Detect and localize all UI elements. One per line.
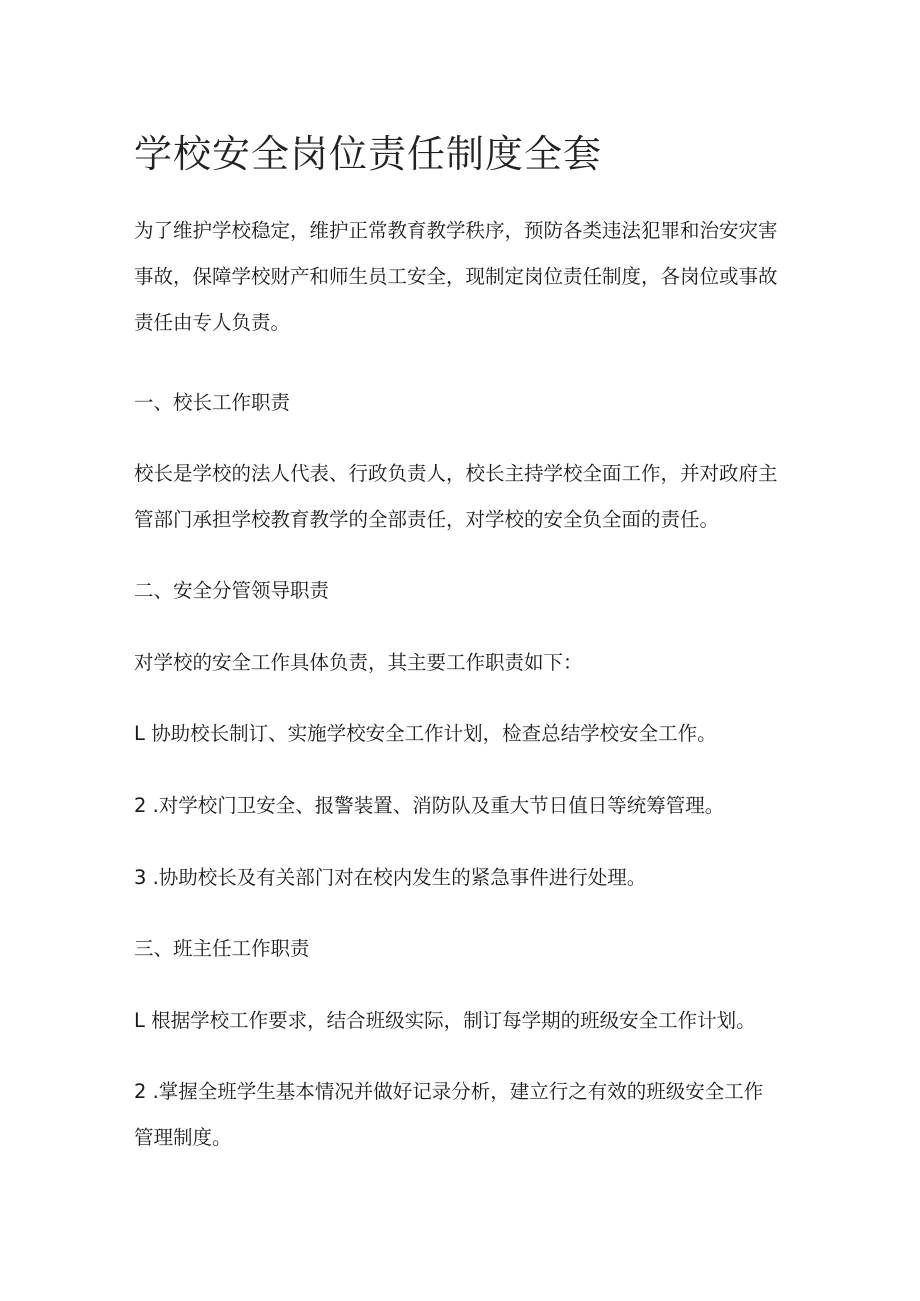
- section2-heading: 二、安全分管领导职责: [134, 579, 330, 602]
- intro-line-1: 为了维护学校稳定，维护正常教育教学秩序，预防各类违法犯罪和治安灾害: [134, 219, 778, 242]
- document-title: 学校安全岗位责任制度全套: [134, 132, 603, 176]
- section3-heading: 三、班主任工作职责: [134, 937, 310, 960]
- intro-line-3: 责任由专人负责。: [134, 311, 291, 334]
- section1-heading: 一、校长工作职责: [134, 391, 291, 414]
- section2-item-3: 3 .协助校长及有关部门对在校内发生的紧急事件进行处理。: [134, 866, 647, 889]
- section2-item-2: 2 .对学校门卫安全、报警装置、消防队及重大节日值日等统筹管理。: [134, 794, 725, 817]
- section2-lead: 对学校的安全工作具体负责，其主要工作职责如下：: [134, 651, 583, 674]
- section1-body: [134, 451, 778, 543]
- section1-body-line-1: 校长是学校的法人代表、行政负责人，校长主持学校全面工作，并对政府主: [134, 462, 778, 485]
- section3-item-2-line-2: 管理制度。: [134, 1126, 232, 1149]
- intro-line-2: 事故，保障学校财产和师生员工安全，现制定岗位责任制度，各岗位或事故: [134, 265, 778, 288]
- intro-paragraph: [134, 208, 778, 346]
- section2-item-1: L 协助校长制订、实施学校安全工作计划，检查总结学校安全工作。: [134, 722, 717, 745]
- section1-body-line-2: 管部门承担学校教育教学的全部责任，对学校的安全负全面的责任。: [134, 508, 720, 531]
- section3-item-2-line-1: 2 .掌握全班学生基本情况并做好记录分析，建立行之有效的班级安全工作: [134, 1080, 764, 1103]
- section3-item-1: L 根据学校工作要求，结合班级实际，制订每学期的班级安全工作计划。: [134, 1009, 756, 1032]
- section3-item-2: [134, 1069, 763, 1161]
